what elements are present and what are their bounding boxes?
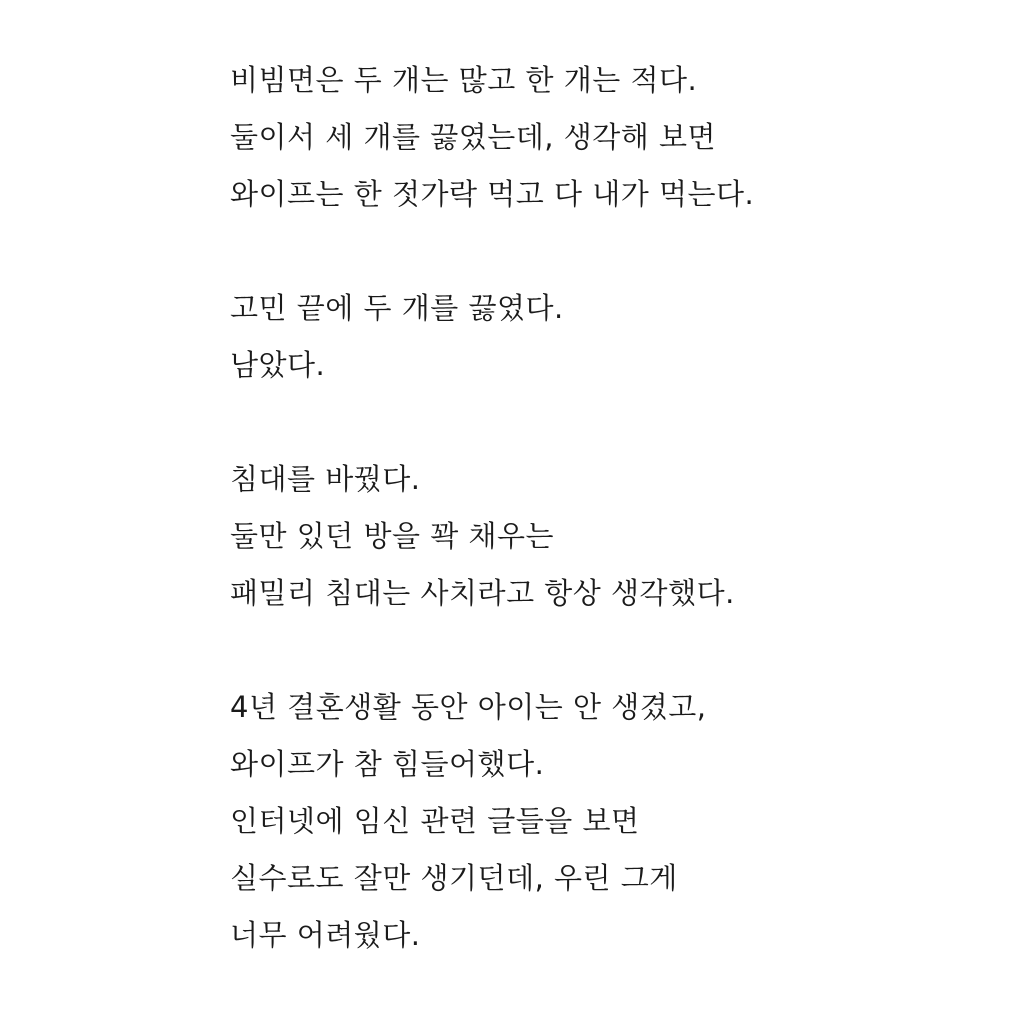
text-line: 둘이서 세 개를 끓였는데, 생각해 보면 <box>230 120 717 154</box>
text-line: 4년 결혼생활 동안 아이는 안 생겼고, <box>230 690 707 724</box>
text-line: 남았다. <box>230 348 326 382</box>
text-line: 인터넷에 임신 관련 글들을 보면 <box>230 804 640 838</box>
text-line: 패밀리 침대는 사치라고 항상 생각했다. <box>230 576 735 610</box>
stanza-1 <box>230 52 754 223</box>
poem-text <box>230 52 754 964</box>
text-line: 침대를 바꿨다. <box>230 462 421 496</box>
text-line: 실수로도 잘만 생기던데, 우린 그게 <box>230 861 678 895</box>
text-line: 둘만 있던 방을 꽉 채우는 <box>230 519 555 553</box>
text-line: 와이프가 참 힘들어했다. <box>230 747 545 781</box>
text-line: 고민 끝에 두 개를 끓였다. <box>230 291 564 325</box>
stanza-2 <box>230 280 754 394</box>
text-line: 비빔면은 두 개는 많고 한 개는 적다. <box>230 63 698 97</box>
text-line: 와이프는 한 젓가락 먹고 다 내가 먹는다. <box>230 177 755 211</box>
text-line: 너무 어려웠다. <box>230 918 421 952</box>
stanza-4 <box>230 679 754 964</box>
stanza-3 <box>230 451 754 622</box>
